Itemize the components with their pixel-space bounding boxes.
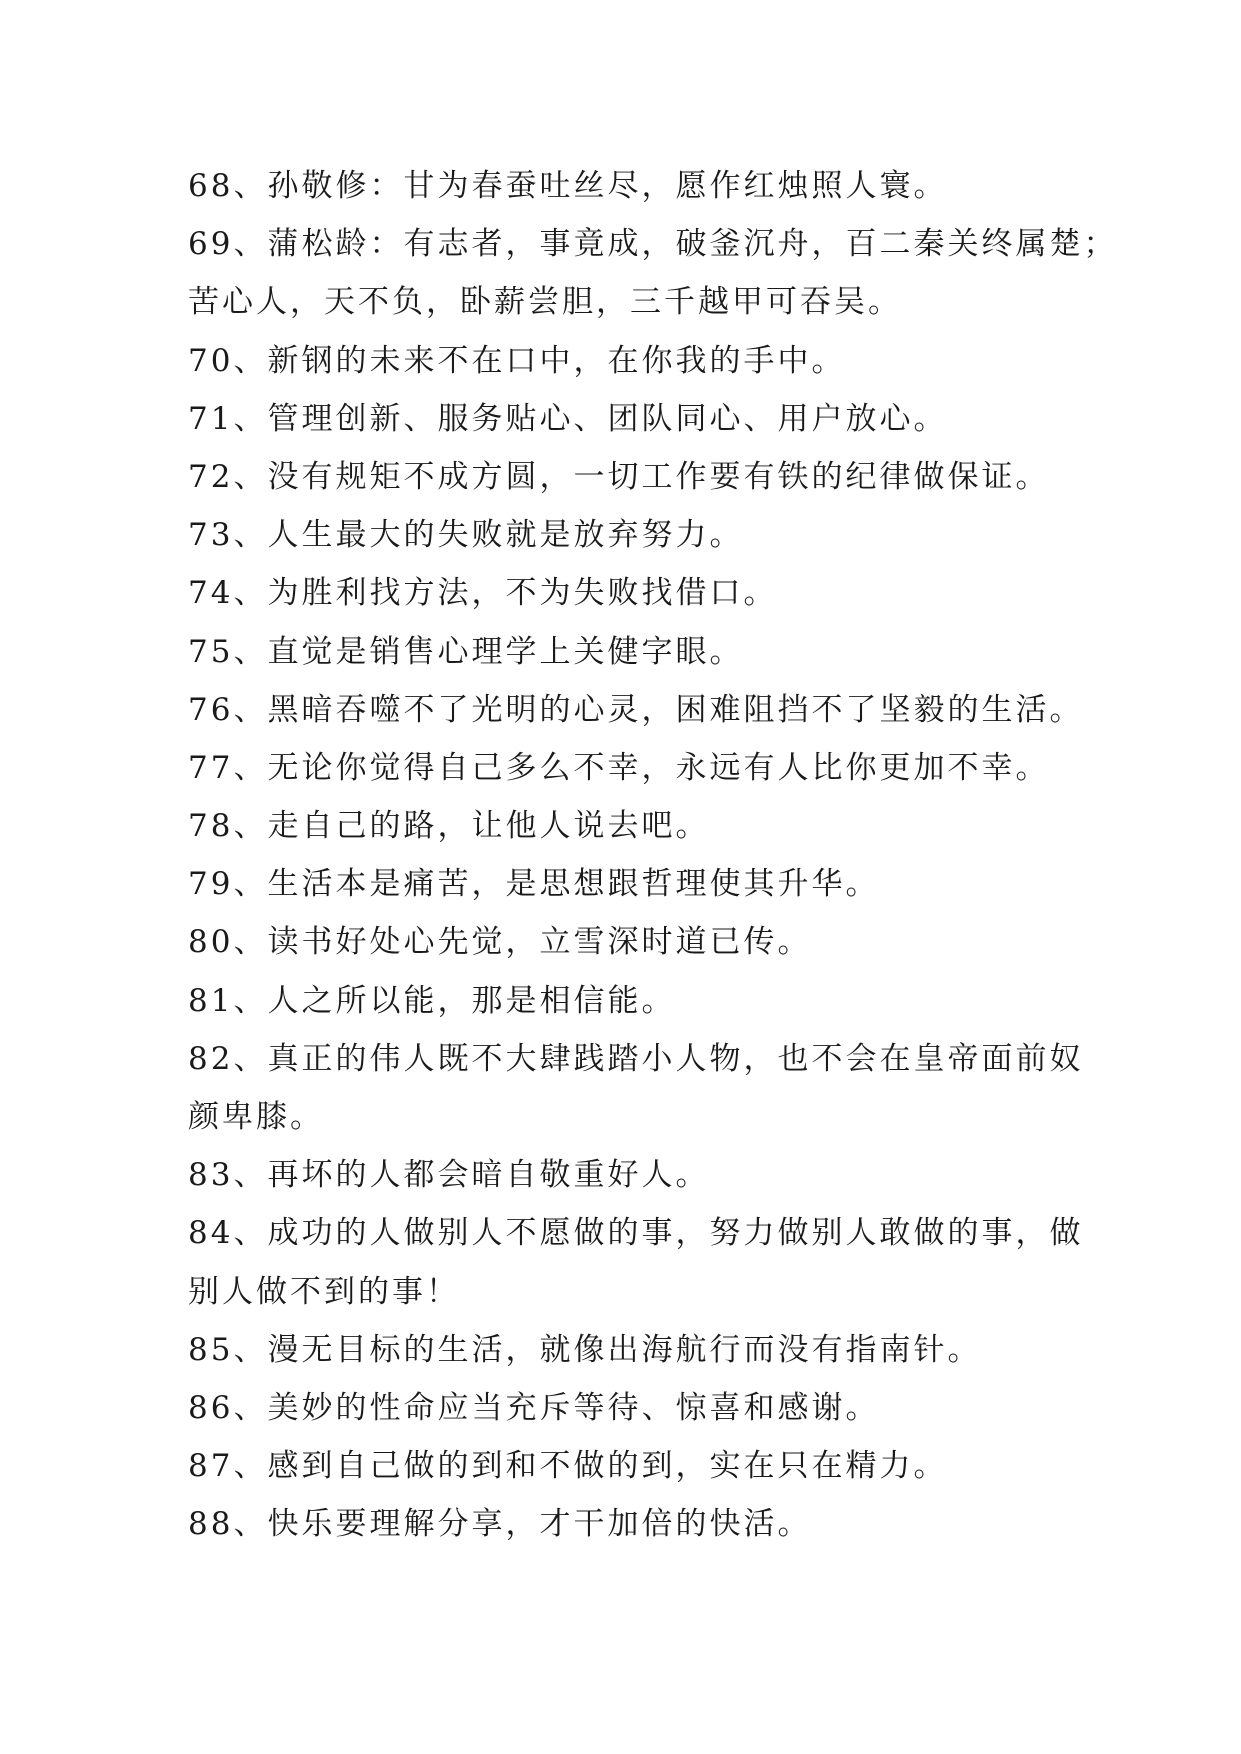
quote-line: 70、新钢的未来不在口中，在你我的手中。 bbox=[188, 342, 846, 379]
quote-line: 73、人生最大的失败就是放弃努力。 bbox=[188, 517, 744, 554]
quote-line: 68、孙敬修：甘为春蚕吐丝尽，愿作红烛照人寰。 bbox=[188, 168, 948, 204]
quote-list bbox=[188, 157, 1118, 1554]
quote-line: 74、为胜利找方法，不为失败找借口。 bbox=[188, 575, 778, 612]
quote-line: 85、漫无目标的生活，就像出海航行而没有指南针。 bbox=[188, 1331, 982, 1368]
quote-line: 80、读书好处心先觉，立雪深时道已传。 bbox=[188, 924, 812, 961]
quote-line: 87、感到自己做的到和不做的到，实在只在精力。 bbox=[188, 1448, 948, 1485]
quote-line: 69、蒲松龄：有志者，事竟成，破釜沉舟，百二秦关终属楚； bbox=[188, 226, 1118, 263]
quote-line: 88、快乐要理解分享，才干加倍的快活。 bbox=[188, 1506, 812, 1543]
quote-line: 别人做不到的事！ bbox=[188, 1273, 460, 1310]
quote-line: 83、再坏的人都会暗自敬重好人。 bbox=[188, 1157, 710, 1194]
quote-line: 77、无论你觉得自己多么不幸，永远有人比你更加不幸。 bbox=[188, 749, 1050, 786]
quote-line: 76、黑暗吞噬不了光明的心灵，困难阻挡不了坚毅的生活。 bbox=[188, 691, 1084, 728]
quote-line: 79、生活本是痛苦，是思想跟哲理使其升华。 bbox=[188, 866, 880, 903]
quote-line: 82、真正的伟人既不大肆践踏小人物，也不会在皇帝面前奴 bbox=[188, 1040, 1084, 1077]
quote-line: 86、美妙的性命应当充斥等待、惊喜和感谢。 bbox=[188, 1389, 880, 1426]
quote-line: 71、管理创新、服务贴心、团队同心、用户放心。 bbox=[188, 400, 948, 437]
quote-line: 78、走自己的路，让他人说去吧。 bbox=[188, 808, 710, 845]
quote-line: 75、直觉是销售心理学上关健字眼。 bbox=[188, 633, 744, 670]
quote-line: 颜卑膝。 bbox=[188, 1099, 324, 1135]
quote-line: 72、没有规矩不成方圆，一切工作要有铁的纪律做保证。 bbox=[188, 458, 1050, 495]
quote-line: 苦心人，天不负，卧薪尝胆，三千越甲可吞吴。 bbox=[188, 284, 902, 321]
quote-line: 81、人之所以能，那是相信能。 bbox=[188, 982, 676, 1019]
quote-line: 84、成功的人做别人不愿做的事，努力做别人敢做的事，做 bbox=[188, 1215, 1084, 1252]
